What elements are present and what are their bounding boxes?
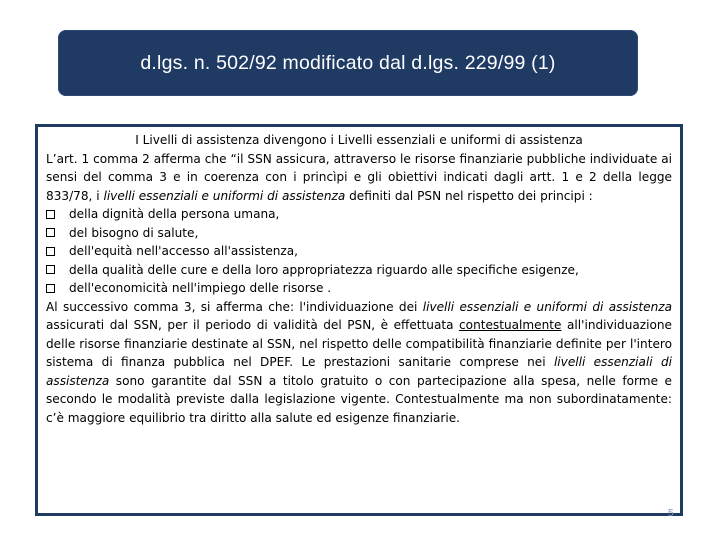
paragraph-art1-text-a: L’art. 1 comma 2 afferma che “il SSN assicura, attraverso le risorse finanziarie pubbliche individuate ai sensi del comma 3 e in coerenza con i princìpi e gli obiettivi indicati dagli artt. 1 e 2 della legge 833/78, i [46,151,672,203]
content-box [35,124,683,516]
list-item [46,242,672,261]
list-item [46,224,672,243]
paragraph-comma3-text-d: sono garantite dal SSN a titolo gratuito o con partecipazione alla spesa, nelle forme e secondo le modalità previste dalla legislazione vigente. Contestualmente ma non subordinatamente: c’è maggiore equilibrio tra diritto alla salute ed esigenze finanziarie. [46,373,672,425]
checkbox-bullet-icon [46,210,55,219]
paragraph-art1-text-b: definiti dal PSN nel rispetto dei principi : [345,188,593,203]
paragraph-comma3-text-c: all'individuazione delle risorse finanziarie destinate al SSN, nel rispetto delle compatibilità finanziarie definite per l'intero sistema di finanza pubblica nel DPEF. Le prestazioni sanitarie comprese nei [46,318,673,369]
list-item [46,205,672,224]
checkbox-bullet-icon [46,228,55,237]
paragraph-comma3 [46,298,672,428]
paragraph-comma3-italic-1: livelli essenziali e uniformi di assistenza [422,299,672,314]
list-item [46,279,672,298]
list-item-text: dell'equità nell'accesso all'assistenza, [69,244,299,258]
checkbox-bullet-icon [46,265,55,274]
content-heading: I Livelli di assistenza divengono i Livelli essenziali e uniformi di assistenza [135,133,583,147]
list-item [46,261,672,280]
paragraph-art1-italic: livelli essenziali e uniformi di assistenza [103,188,346,203]
checkbox-bullet-icon [46,247,55,256]
list-item-text: dell'economicità nell'impiego delle risorse . [69,281,332,295]
paragraph-comma3-text-b: assicurati dal SSN, per il periodo di validità del PSN, è effettuata [46,318,460,332]
paragraph-comma3-text-a: Al successivo comma 3, si afferma che: l'individuazione dei [46,299,423,314]
checkbox-bullet-icon [46,284,55,293]
slide-title: d.lgs. n. 502/92 modificato dal d.lgs. 229/99 (1) [140,51,556,74]
paragraph-art1 [46,150,672,206]
title-banner [58,30,638,96]
principles-list [46,205,672,298]
list-item-text: della dignità della persona umana, [69,207,280,221]
paragraph-comma3-italic-2: livelli essenziali di assistenza [46,355,672,388]
list-item-text: della qualità delle cure e della loro appropriatezza riguardo alle specifiche esigenze, [69,262,579,277]
page-number: 5 [668,508,674,519]
paragraph-comma3-underline: contestualmente [459,318,562,332]
list-item-text: del bisogno di salute, [69,225,199,240]
